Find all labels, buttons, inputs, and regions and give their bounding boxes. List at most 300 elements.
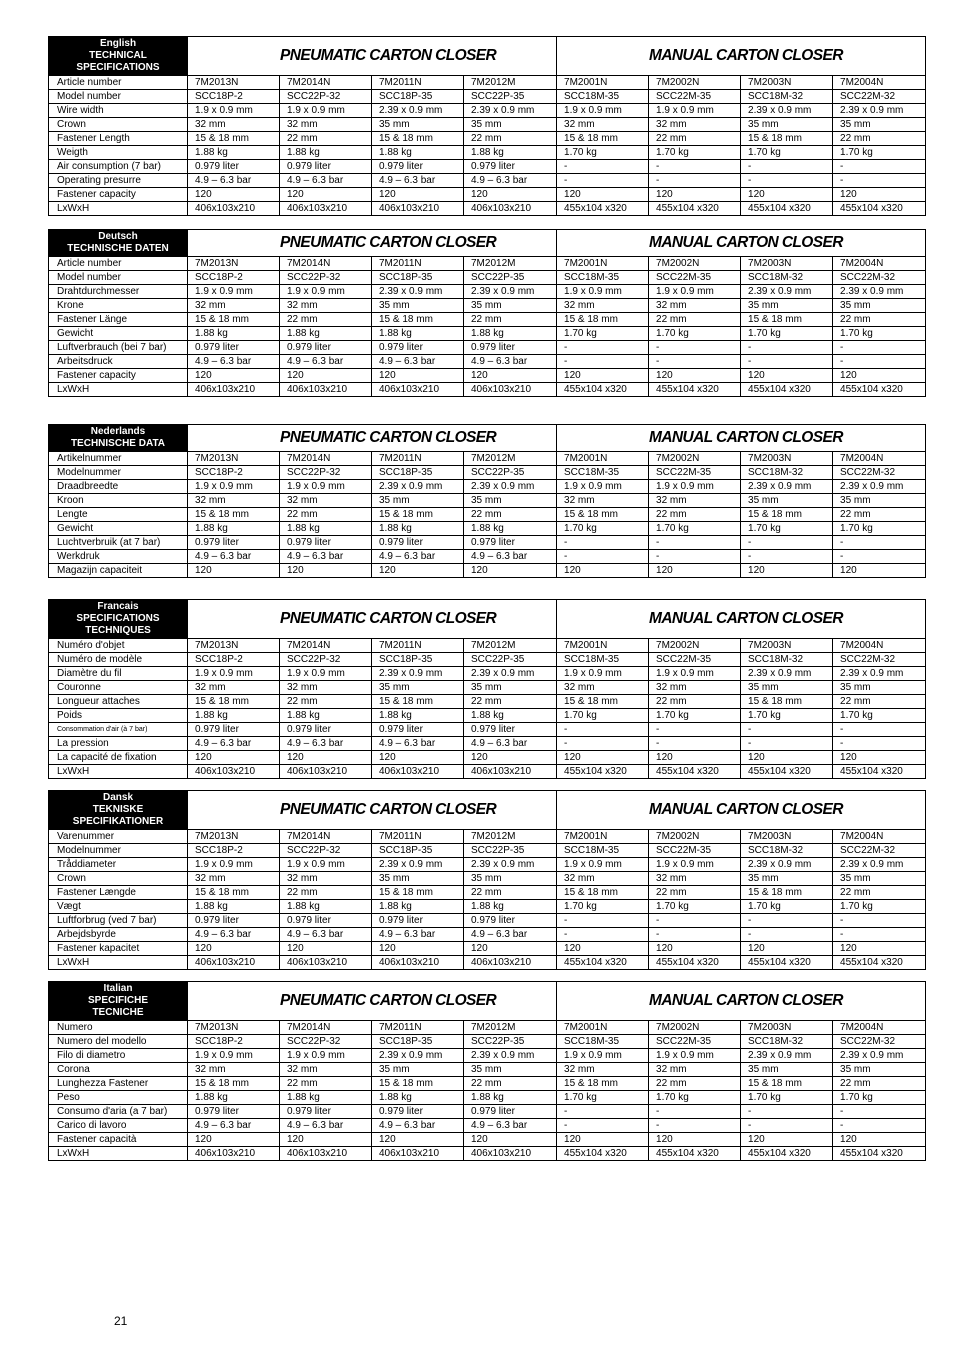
row-label: LxWxH	[49, 1147, 188, 1161]
table-cell: -	[833, 737, 926, 751]
language-label-line: Nederlands	[90, 426, 146, 437]
table-cell: 1.9 x 0.9 mm	[649, 667, 741, 681]
table-cell: 15 & 18 mm	[188, 1077, 280, 1091]
table-cell: SCC22P-35	[464, 466, 557, 480]
table-cell: 4.9 – 6.3 bar	[188, 550, 280, 564]
manual-title: MANUAL CARTON CLOSER	[557, 982, 926, 1021]
table-cell: SCC22P-35	[464, 90, 557, 104]
table-cell: 15 & 18 mm	[557, 1077, 649, 1091]
table-cell: -	[833, 160, 926, 174]
table-row	[49, 723, 926, 737]
table-cell: 1.9 x 0.9 mm	[557, 104, 649, 118]
row-label: Varenummer	[49, 830, 188, 844]
table-cell: 120	[833, 188, 926, 202]
row-label: LxWxH	[49, 956, 188, 970]
table-row	[49, 942, 926, 956]
language-label-line: SPECIFICATIONS	[76, 613, 160, 624]
table-cell: 35 mm	[464, 872, 557, 886]
table-cell: 22 mm	[280, 508, 372, 522]
table-cell: 32 mm	[280, 494, 372, 508]
table-cell: 4.9 – 6.3 bar	[372, 174, 464, 188]
table-cell: 4.9 – 6.3 bar	[280, 928, 372, 942]
table-cell: SCC18M-32	[741, 90, 833, 104]
table-cell: 1.9 x 0.9 mm	[557, 667, 649, 681]
table-cell: 2.39 x 0.9 mm	[741, 667, 833, 681]
table-cell: -	[741, 355, 833, 369]
table-cell: 120	[741, 369, 833, 383]
table-cell: 455x104 x320	[557, 956, 649, 970]
table-row	[49, 956, 926, 970]
row-label: Gewicht	[49, 327, 188, 341]
table-cell: 2.39 x 0.9 mm	[464, 480, 557, 494]
table-cell: 7M2012M	[464, 257, 557, 271]
table-cell: 15 & 18 mm	[188, 313, 280, 327]
table-cell: 35 mm	[833, 299, 926, 313]
table-cell: 35 mm	[372, 494, 464, 508]
table-cell: 22 mm	[833, 508, 926, 522]
table-cell: 0.979 liter	[280, 160, 372, 174]
table-cell: 32 mm	[649, 681, 741, 695]
table-cell: 7M2011N	[372, 830, 464, 844]
table-cell: 7M2003N	[741, 76, 833, 90]
table-cell: 22 mm	[280, 313, 372, 327]
table-cell: 4.9 – 6.3 bar	[188, 1119, 280, 1133]
table-cell: 7M2013N	[188, 452, 280, 466]
table-cell: SCC18M-32	[741, 653, 833, 667]
table-cell: 1.70 kg	[741, 1091, 833, 1105]
language-label	[49, 600, 188, 639]
table-cell: 7M2002N	[649, 452, 741, 466]
table-cell: 22 mm	[833, 1077, 926, 1091]
row-label: Draadbreedte	[49, 480, 188, 494]
table-cell: 120	[464, 564, 557, 578]
table-row	[49, 536, 926, 550]
table-cell: 7M2014N	[280, 830, 372, 844]
table-cell: 1.88 kg	[188, 327, 280, 341]
table-cell: 2.39 x 0.9 mm	[464, 858, 557, 872]
table-cell: -	[741, 341, 833, 355]
table-cell: SCC18P-35	[372, 90, 464, 104]
table-cell: 32 mm	[188, 681, 280, 695]
table-cell: SCC18M-32	[741, 466, 833, 480]
table-cell: 22 mm	[833, 695, 926, 709]
table-cell: 22 mm	[464, 313, 557, 327]
table-row	[49, 313, 926, 327]
table-row	[49, 369, 926, 383]
table-cell: 2.39 x 0.9 mm	[372, 858, 464, 872]
spec-table-english	[48, 36, 926, 216]
table-cell: 120	[372, 1133, 464, 1147]
table-cell: 455x104 x320	[557, 1147, 649, 1161]
table-cell: 15 & 18 mm	[741, 508, 833, 522]
table-cell: 32 mm	[557, 494, 649, 508]
table-cell: -	[557, 1105, 649, 1119]
table-cell: 22 mm	[280, 695, 372, 709]
table-row	[49, 751, 926, 765]
table-cell: 120	[464, 188, 557, 202]
table-cell: 1.9 x 0.9 mm	[188, 667, 280, 681]
table-cell: 7M2003N	[741, 1021, 833, 1035]
table-cell: 4.9 – 6.3 bar	[464, 550, 557, 564]
table-cell: 406x103x210	[188, 202, 280, 216]
table-row	[49, 1063, 926, 1077]
table-cell: 7M2004N	[833, 830, 926, 844]
language-label-line: English	[99, 38, 137, 49]
row-label: LxWxH	[49, 765, 188, 779]
table-cell: 22 mm	[833, 886, 926, 900]
table-row	[49, 146, 926, 160]
table-cell: 7M2001N	[557, 830, 649, 844]
table-cell: 1.70 kg	[741, 327, 833, 341]
table-cell: 120	[372, 564, 464, 578]
pneumatic-title: PNEUMATIC CARTON CLOSER	[188, 230, 557, 257]
manual-title: MANUAL CARTON CLOSER	[557, 600, 926, 639]
table-cell: 2.39 x 0.9 mm	[372, 104, 464, 118]
row-label: Luftverbrauch (bei 7 bar)	[49, 341, 188, 355]
table-cell: -	[557, 160, 649, 174]
table-cell: 0.979 liter	[188, 160, 280, 174]
table-cell: SCC18P-2	[188, 1035, 280, 1049]
table-cell: 22 mm	[649, 695, 741, 709]
table-cell: 0.979 liter	[280, 1105, 372, 1119]
table-cell: 1.88 kg	[464, 1091, 557, 1105]
table-cell: 1.9 x 0.9 mm	[188, 858, 280, 872]
table-cell: 4.9 – 6.3 bar	[464, 174, 557, 188]
table-cell: 120	[464, 1133, 557, 1147]
table-cell: 455x104 x320	[649, 383, 741, 397]
table-cell: 7M2013N	[188, 257, 280, 271]
table-cell: 455x104 x320	[557, 383, 649, 397]
table-cell: 1.70 kg	[557, 327, 649, 341]
table-row	[49, 452, 926, 466]
table-cell: 120	[741, 188, 833, 202]
table-cell: SCC22M-32	[833, 844, 926, 858]
table-row	[49, 271, 926, 285]
language-label-line: SPECIFICATIONS	[76, 62, 160, 73]
table-cell: SCC22M-35	[649, 271, 741, 285]
table-row	[49, 550, 926, 564]
table-cell: 120	[833, 564, 926, 578]
table-cell: 15 & 18 mm	[372, 313, 464, 327]
table-cell: 1.70 kg	[557, 709, 649, 723]
table-cell: 32 mm	[280, 1063, 372, 1077]
table-cell: -	[649, 355, 741, 369]
table-cell: 22 mm	[464, 1077, 557, 1091]
table-cell: 1.9 x 0.9 mm	[280, 667, 372, 681]
table-row	[49, 765, 926, 779]
table-cell: SCC22M-35	[649, 90, 741, 104]
section-header-row	[49, 425, 926, 452]
table-cell: 7M2013N	[188, 639, 280, 653]
language-label	[49, 982, 188, 1021]
table-cell: 22 mm	[833, 132, 926, 146]
table-cell: 22 mm	[464, 695, 557, 709]
table-cell: SCC18M-35	[557, 844, 649, 858]
table-cell: 455x104 x320	[649, 202, 741, 216]
table-cell: 35 mm	[833, 872, 926, 886]
table-cell: SCC22M-35	[649, 1035, 741, 1049]
table-cell: 1.9 x 0.9 mm	[280, 858, 372, 872]
table-cell: 1.70 kg	[557, 900, 649, 914]
table-cell: SCC22P-32	[280, 653, 372, 667]
table-cell: -	[649, 174, 741, 188]
table-cell: 120	[280, 1133, 372, 1147]
table-cell: 1.88 kg	[280, 709, 372, 723]
language-label-line: TEKNISKE	[92, 804, 144, 815]
table-cell: 406x103x210	[464, 202, 557, 216]
table-cell: 0.979 liter	[372, 536, 464, 550]
table-cell: SCC22M-32	[833, 653, 926, 667]
table-cell: 4.9 – 6.3 bar	[280, 1119, 372, 1133]
row-label: Crown	[49, 872, 188, 886]
table-cell: -	[557, 355, 649, 369]
table-row	[49, 466, 926, 480]
table-row	[49, 1119, 926, 1133]
table-cell: 7M2002N	[649, 639, 741, 653]
table-cell: SCC18M-32	[741, 271, 833, 285]
table-cell: 32 mm	[557, 118, 649, 132]
language-label-line: Francais	[97, 601, 139, 612]
table-cell: 455x104 x320	[649, 765, 741, 779]
row-label: Article number	[49, 257, 188, 271]
section-header-row	[49, 37, 926, 76]
table-cell: 455x104 x320	[649, 956, 741, 970]
table-cell: 32 mm	[188, 299, 280, 313]
table-cell: 120	[188, 564, 280, 578]
table-cell: 1.9 x 0.9 mm	[649, 1049, 741, 1063]
table-row	[49, 188, 926, 202]
table-cell: 32 mm	[649, 872, 741, 886]
table-cell: 2.39 x 0.9 mm	[833, 285, 926, 299]
table-cell: 120	[188, 1133, 280, 1147]
spec-table-francais	[48, 599, 926, 779]
table-cell: 406x103x210	[372, 383, 464, 397]
table-cell: 120	[741, 564, 833, 578]
table-cell: 1.9 x 0.9 mm	[649, 285, 741, 299]
table-cell: 120	[188, 369, 280, 383]
table-cell: 406x103x210	[372, 956, 464, 970]
table-cell: 1.9 x 0.9 mm	[649, 104, 741, 118]
table-cell: 1.70 kg	[833, 900, 926, 914]
table-row	[49, 257, 926, 271]
table-cell: 455x104 x320	[557, 765, 649, 779]
table-cell: 15 & 18 mm	[188, 132, 280, 146]
table-cell: 15 & 18 mm	[557, 132, 649, 146]
section-header-row	[49, 230, 926, 257]
table-row	[49, 1035, 926, 1049]
table-cell: 22 mm	[464, 132, 557, 146]
table-cell: 120	[649, 751, 741, 765]
table-cell: -	[833, 928, 926, 942]
table-cell: -	[557, 928, 649, 942]
table-cell: 0.979 liter	[372, 160, 464, 174]
table-cell: 35 mm	[833, 494, 926, 508]
table-cell: 2.39 x 0.9 mm	[464, 285, 557, 299]
row-label: Article number	[49, 76, 188, 90]
row-label: Air consumption (7 bar)	[49, 160, 188, 174]
table-cell: 1.70 kg	[741, 709, 833, 723]
table-cell: 7M2001N	[557, 1021, 649, 1035]
table-cell: 1.70 kg	[833, 522, 926, 536]
row-label: La pression	[49, 737, 188, 751]
table-cell: -	[557, 174, 649, 188]
table-cell: 7M2011N	[372, 639, 464, 653]
table-cell: 35 mm	[741, 299, 833, 313]
row-label: Magazijn capaciteit	[49, 564, 188, 578]
table-cell: 1.9 x 0.9 mm	[280, 104, 372, 118]
table-cell: 455x104 x320	[649, 1147, 741, 1161]
table-cell: 32 mm	[557, 681, 649, 695]
table-cell: 120	[741, 942, 833, 956]
table-cell: 15 & 18 mm	[188, 695, 280, 709]
table-cell: 1.88 kg	[280, 146, 372, 160]
table-cell: 2.39 x 0.9 mm	[372, 667, 464, 681]
table-cell: 1.88 kg	[372, 900, 464, 914]
table-cell: 7M2012M	[464, 1021, 557, 1035]
table-cell: SCC22M-32	[833, 466, 926, 480]
table-cell: 7M2014N	[280, 1021, 372, 1035]
row-label: Diamètre du fil	[49, 667, 188, 681]
table-cell: -	[741, 723, 833, 737]
table-cell: 35 mm	[372, 681, 464, 695]
table-cell: 2.39 x 0.9 mm	[833, 104, 926, 118]
table-cell: 22 mm	[649, 886, 741, 900]
table-cell: 7M2014N	[280, 452, 372, 466]
table-cell: 7M2002N	[649, 1021, 741, 1035]
table-cell: 1.9 x 0.9 mm	[557, 858, 649, 872]
row-label: Weigth	[49, 146, 188, 160]
table-cell: 120	[557, 942, 649, 956]
table-cell: 120	[649, 188, 741, 202]
table-cell: 120	[464, 369, 557, 383]
table-row	[49, 886, 926, 900]
table-cell: 22 mm	[649, 508, 741, 522]
row-label: Consumo d'aria (a 7 bar)	[49, 1105, 188, 1119]
table-cell: 406x103x210	[280, 765, 372, 779]
table-cell: 7M2012M	[464, 76, 557, 90]
table-cell: -	[649, 1119, 741, 1133]
table-cell: -	[741, 1105, 833, 1119]
table-cell: 406x103x210	[188, 956, 280, 970]
table-cell: 1.9 x 0.9 mm	[280, 480, 372, 494]
table-cell: 7M2004N	[833, 452, 926, 466]
table-cell: SCC18P-2	[188, 653, 280, 667]
table-cell: 120	[280, 942, 372, 956]
table-cell: SCC18P-35	[372, 466, 464, 480]
table-cell: 120	[464, 942, 557, 956]
language-label-line: Dansk	[102, 792, 133, 803]
table-cell: 1.88 kg	[372, 327, 464, 341]
table-cell: 0.979 liter	[464, 723, 557, 737]
table-row	[49, 1021, 926, 1035]
table-row	[49, 1049, 926, 1063]
pneumatic-title: PNEUMATIC CARTON CLOSER	[188, 37, 557, 76]
table-cell: 35 mm	[372, 118, 464, 132]
language-label-line: Italian	[103, 983, 133, 994]
language-label-line: SPECIFIKATIONER	[72, 816, 164, 827]
row-label: Poids	[49, 709, 188, 723]
table-cell: SCC22P-35	[464, 653, 557, 667]
table-row	[49, 653, 926, 667]
table-cell: 35 mm	[372, 872, 464, 886]
row-label: LxWxH	[49, 383, 188, 397]
table-row	[49, 104, 926, 118]
table-cell: 1.9 x 0.9 mm	[280, 285, 372, 299]
table-cell: 32 mm	[649, 494, 741, 508]
table-cell: 2.39 x 0.9 mm	[741, 285, 833, 299]
table-cell: 7M2014N	[280, 639, 372, 653]
pneumatic-title: PNEUMATIC CARTON CLOSER	[188, 600, 557, 639]
table-cell: 120	[280, 369, 372, 383]
row-label: Numéro de modèle	[49, 653, 188, 667]
table-row	[49, 914, 926, 928]
table-cell: 35 mm	[741, 872, 833, 886]
row-label: Modelnummer	[49, 466, 188, 480]
table-cell: 1.9 x 0.9 mm	[557, 285, 649, 299]
table-cell: 7M2003N	[741, 639, 833, 653]
table-cell: 7M2011N	[372, 452, 464, 466]
table-cell: 1.88 kg	[464, 709, 557, 723]
table-cell: 1.70 kg	[557, 522, 649, 536]
table-cell: 406x103x210	[372, 765, 464, 779]
table-cell: SCC22P-32	[280, 271, 372, 285]
table-cell: 35 mm	[741, 118, 833, 132]
table-cell: SCC22P-35	[464, 271, 557, 285]
table-cell: 120	[280, 751, 372, 765]
table-cell: SCC18P-2	[188, 466, 280, 480]
table-cell: 1.70 kg	[833, 146, 926, 160]
table-cell: 4.9 – 6.3 bar	[188, 928, 280, 942]
table-cell: 2.39 x 0.9 mm	[833, 667, 926, 681]
table-row	[49, 830, 926, 844]
table-cell: -	[649, 914, 741, 928]
table-cell: 406x103x210	[464, 956, 557, 970]
table-cell: 1.88 kg	[280, 327, 372, 341]
table-cell: 0.979 liter	[280, 536, 372, 550]
table-cell: 4.9 – 6.3 bar	[372, 737, 464, 751]
table-cell: 22 mm	[649, 1077, 741, 1091]
table-cell: 1.88 kg	[464, 522, 557, 536]
table-cell: 35 mm	[464, 118, 557, 132]
table-cell: SCC18M-35	[557, 653, 649, 667]
table-cell: 0.979 liter	[372, 341, 464, 355]
row-label: Fastener kapacitet	[49, 942, 188, 956]
table-cell: 2.39 x 0.9 mm	[833, 480, 926, 494]
table-cell: 15 & 18 mm	[372, 1077, 464, 1091]
table-cell: 406x103x210	[280, 1147, 372, 1161]
table-cell: SCC22M-35	[649, 653, 741, 667]
row-label: Model number	[49, 90, 188, 104]
table-cell: 35 mm	[833, 1063, 926, 1077]
table-cell: 120	[372, 942, 464, 956]
table-cell: 4.9 – 6.3 bar	[280, 355, 372, 369]
table-cell: 4.9 – 6.3 bar	[372, 550, 464, 564]
table-row	[49, 564, 926, 578]
table-cell: 120	[833, 1133, 926, 1147]
table-cell: SCC22P-32	[280, 90, 372, 104]
table-cell: 15 & 18 mm	[372, 886, 464, 900]
table-cell: 120	[557, 1133, 649, 1147]
table-cell: 120	[464, 751, 557, 765]
table-cell: 455x104 x320	[741, 383, 833, 397]
row-label: Fastener capacità	[49, 1133, 188, 1147]
row-label: Kroon	[49, 494, 188, 508]
row-label: Modelnummer	[49, 844, 188, 858]
table-cell: 4.9 – 6.3 bar	[372, 1119, 464, 1133]
table-cell: 4.9 – 6.3 bar	[280, 550, 372, 564]
table-cell: 32 mm	[280, 299, 372, 313]
table-cell: -	[557, 536, 649, 550]
